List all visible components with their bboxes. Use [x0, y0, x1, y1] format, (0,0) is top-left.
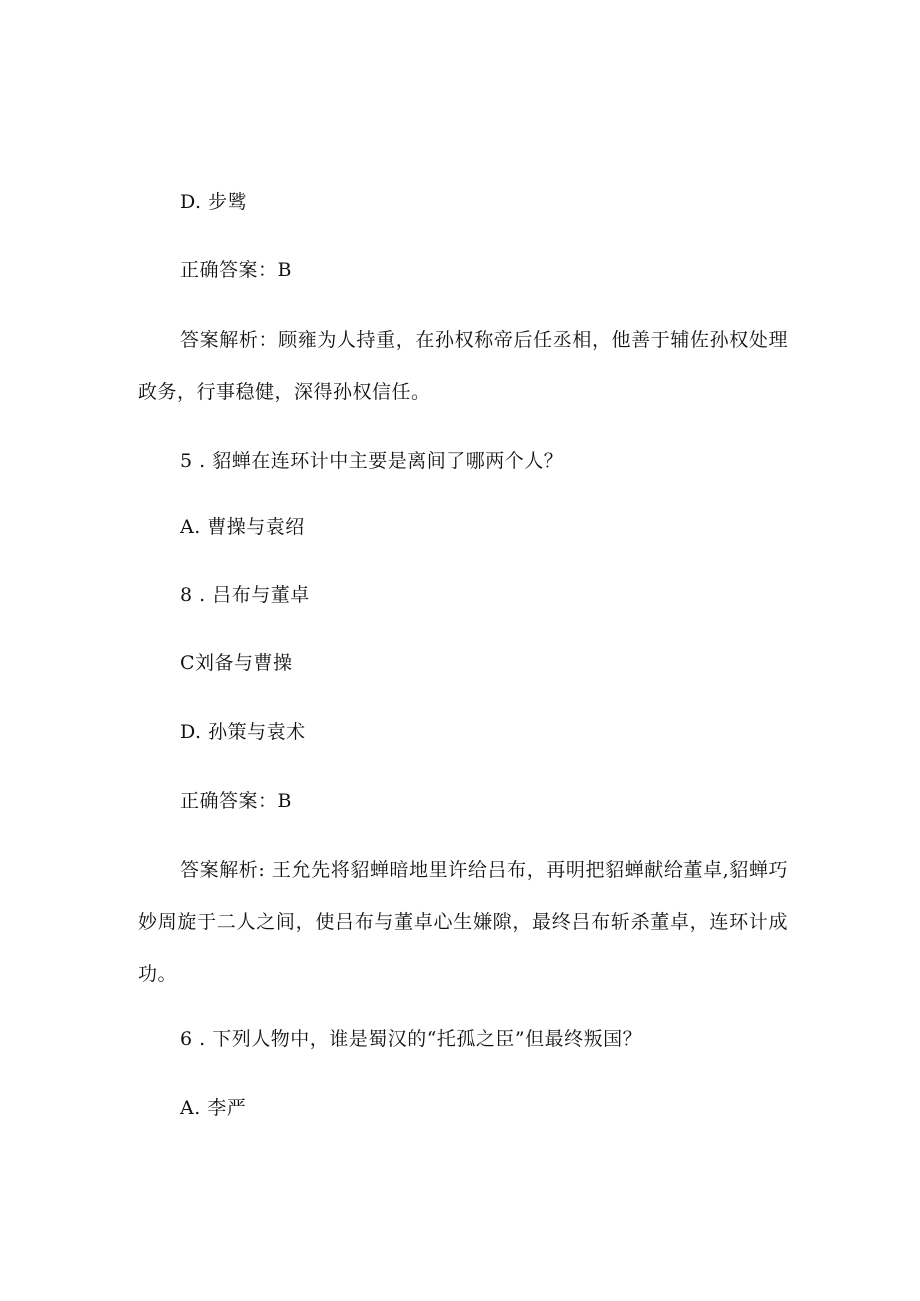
q4-explanation: 答案解析：顾雍为人持重，在孙权称帝后任丞相，他善于辅佐孙权处理政务，行事稳健，深得孙权信任。: [138, 329, 788, 403]
q6-question: 6 . 下列人物中，谁是蜀汉的“托孤之臣”但最终叛国？: [180, 1028, 643, 1050]
q5-option-a: A. 曹操与袁绍: [180, 516, 305, 538]
q5-option-c: C刘备与曹操: [180, 652, 293, 674]
q5-question: 5 . 貂蝉在连环计中主要是离间了哪两个人？: [180, 450, 564, 472]
q5-option-d: D. 孙策与袁术: [180, 721, 306, 743]
q5-explanation: 答案解析: 王允先将貂蝉暗地里许给吕布，再明把貂蝉献给董卓,貂蝉巧妙周旋于二人之间，使吕布与董卓心生嫌隙，最终吕布斩杀董卓，连环计成功。: [138, 859, 788, 985]
q6-option-a: A. 李严: [180, 1097, 247, 1119]
q4-correct-answer: 正确答案：B: [180, 259, 292, 281]
q5-option-b: 8 . 吕布与董卓: [180, 584, 310, 606]
q4-option-d: D. 步骘: [180, 191, 248, 213]
q5-correct-answer: 正确答案：B: [180, 790, 292, 812]
